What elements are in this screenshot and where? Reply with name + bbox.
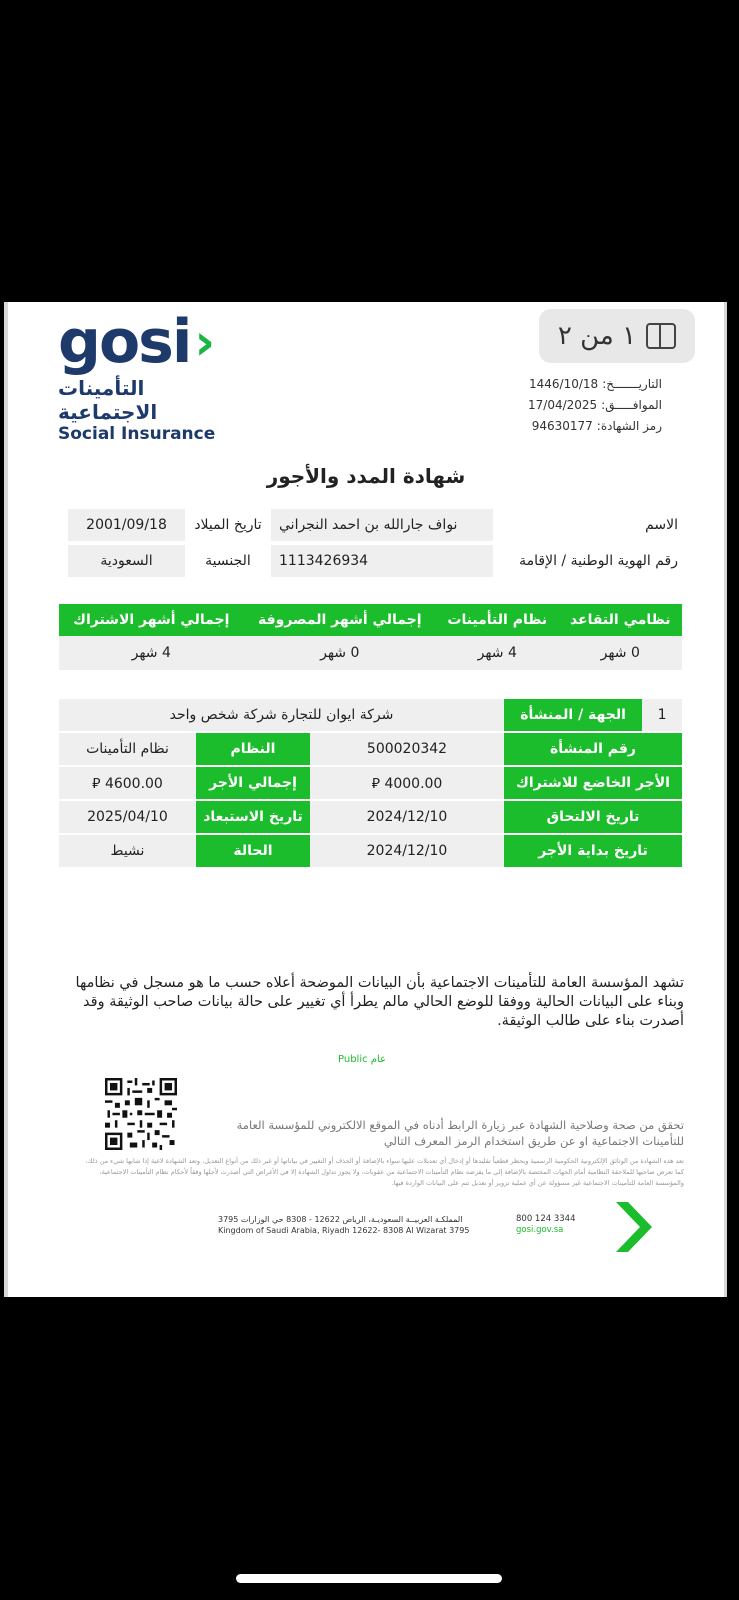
establishment-row-value: 2024/12/10 [310,801,504,833]
qr-code-icon[interactable] [105,1078,177,1150]
dob-label: تاريخ الميلاد [194,517,262,533]
person-info [62,509,682,581]
id-label: رقم الهوية الوطنية / الإقامة [519,553,678,569]
establishment-row-value: نظام التأمينات [59,733,196,765]
establishment-row [59,835,682,867]
summary-value: 4 شهر [59,636,244,670]
nationality-label: الجنسية [205,553,251,569]
meta-greg-label: الموافـــــق: [601,398,662,412]
person-row-2 [62,545,682,577]
establishment-entity-label: الجهة / المنشأة [504,699,642,731]
summary-header: إجمالي أشهر المصروفة [244,604,436,636]
establishment-row-label: تاريخ بداية الأجر [504,835,682,867]
establishment-index: 1 [642,699,682,731]
classification-label: Public عام [338,1054,386,1065]
summary-header-row [59,604,682,636]
sidebar-toggle-icon [646,323,676,349]
establishment-header-row [59,699,682,731]
logo-wordmark: gosi › [58,307,214,377]
establishment-row-label: رقم المنشأة [504,733,682,765]
gosi-chevron-icon [612,1198,656,1256]
establishment-row-label: النظام [196,733,310,765]
name-value: نواف جارالله بن احمد النجراني [271,509,493,541]
establishment-row [59,801,682,833]
person-row-1 [62,509,682,541]
meta-code-value: 94630177 [531,419,593,433]
summary-header: نظامي التقاعد [559,604,682,636]
establishment-row [59,767,682,799]
page-indicator-label: ١ من ٢ [557,321,637,351]
verification-text: تحقق من صحة وصلاحية الشهادة عبر زيارة الرابط أدناه في الموقع الالكتروني للمؤسسة العامة للتأمينات الاجتماعية او عن طريق استخدام الرمز المعرف التالي [236,1118,684,1148]
meta-code-row [528,416,662,437]
nationality-value: السعودية [68,545,185,577]
establishment-row-label: تاريخ الالتحاق [504,801,682,833]
establishment-row-value: 2024/12/10 [310,835,504,867]
summary-value-row [59,636,682,670]
establishment-row-value: 500020342 [310,733,504,765]
summary-header: نظام التأمينات [436,604,559,636]
summary-header: إجمالي أشهر الاشتراك [59,604,244,636]
footer-address [218,1214,469,1236]
certificate-page [8,302,724,1297]
summary-value: 4 شهر [436,636,559,670]
establishment-row-label: الحالة [196,835,310,867]
gosi-logo [58,307,228,444]
dob-value: 2001/09/18 [68,509,185,541]
meta-greg-row [528,395,662,416]
summary-table [59,604,682,670]
certificate-title: شهادة المدد والأجور [266,464,466,488]
establishment-row-value: نشيط [59,835,196,867]
establishment-row-value: 4000.00 ⃁ [310,767,504,799]
id-value: 1113426934 [271,545,493,577]
footer-contact [516,1214,575,1236]
establishment-row [59,733,682,765]
establishment-row-value: 2025/04/10 [59,801,196,833]
establishment-row-value: 4600.00 ⃁ [59,767,196,799]
establishment-entity-value: شركة ايوان للتجارة شركة شخص واحد [59,699,504,731]
name-label: الاسم [645,517,678,533]
legal-fine-print: تعد هذه الشهادة من الوثائق الإلكترونية الحكومية الرسمية ويحظر قطعياً تقليدها أو إدخال أي تعديلات عليها سواء بالإضافة أو الحذف أو التغيير في بياناتها أو غير ذلك من أنواع التعديل، وتعد الشهادة لاغية إذا شابها شيء من ذلك، كما تعرض صاحبها للملاحقة النظامية أمام الجهات المختصة بالإضافة إلى ما يفرضه نظام التأمينات الاجتماعية من عقوبات، ولا يجوز تداول الشهادة إلا في الأغراض التي أصدرت لأجلها وفقاً لأحكام نظام التأمينات الاجتماعية، والمؤسسة العامة للتأمينات الاجتماعية غير مسؤولة عن أي عملية تزوير أو تعديل تتم على البيانات الواردة فيها. [85,1157,684,1187]
meta-greg-value: 17/04/2025 [528,398,598,412]
establishment-table [59,697,682,869]
establishment-row-label: الأجر الخاضع للاشتراك [504,767,682,799]
footer-address-en: Kingdom of Saudi Arabia, Riyadh 12622- 8308 Al Wizarat 3795 [218,1226,470,1235]
attestation-paragraph: تشهد المؤسسة العامة للتأمينات الاجتماعية بأن البيانات الموضحة أعلاه حسب ما هو مسجل في نظامها وبناء على البيانات الحالية ووفقا للوضع الحالي مالم يطرأ أي تغيير على حالة بيانات صاحب الوثيقة وقد أصدرت بناء على طالب الوثيقة. [75,975,684,1029]
home-indicator[interactable] [236,1574,502,1583]
logo-arabic: التأمينات الاجتماعية [58,376,158,424]
logo-chevron-icon: › [194,313,214,371]
footer-address-ar: المملكـة العربيــة السعوديـة، الرياض 12622 - 8308 حي الوزارات 3795 [218,1215,463,1224]
summary-value: 0 شهر [244,636,436,670]
meta-date-label: التاريـــــــخ: [602,377,662,391]
footer-website-link[interactable]: gosi.gov.sa [516,1225,564,1235]
summary-value: 0 شهر [559,636,682,670]
establishment-row-label: إجمالي الأجر [196,767,310,799]
logo-english: Social Insurance [58,424,216,444]
footer-phone: 800 124 3344 [516,1214,576,1224]
establishment-row-label: تاريخ الاستبعاد [196,801,310,833]
page-indicator[interactable] [539,309,695,363]
certificate-meta [528,374,662,437]
meta-code-label: رمز الشهادة: [596,419,662,433]
meta-date-value: 1446/10/18 [529,377,599,391]
meta-date-row [528,374,662,395]
